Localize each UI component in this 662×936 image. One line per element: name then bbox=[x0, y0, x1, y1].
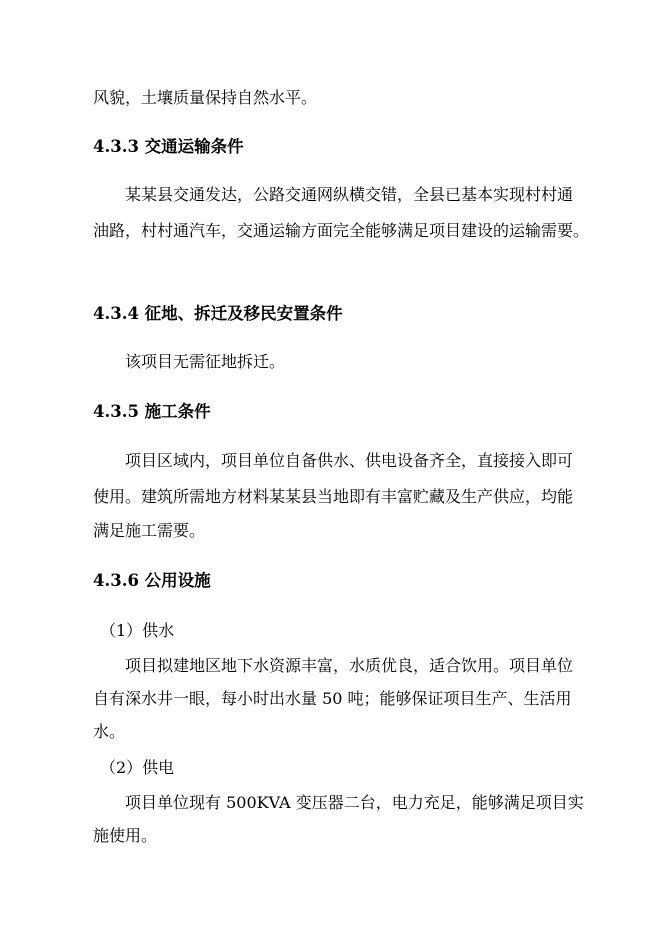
section-heading-4-3-3: 4.3.3 交通运输条件 bbox=[93, 137, 244, 156]
paragraph-line: 该项目无需征地拆迁。 bbox=[125, 352, 286, 371]
paragraph-line: 自有深水井一眼，每小时出水量 50 吨；能够保证项目生产、生活用 bbox=[93, 689, 572, 708]
intro-line: 风貌，土壤质量保持自然水平。 bbox=[93, 88, 318, 107]
paragraph-line: 水。 bbox=[93, 722, 126, 741]
paragraph-line: 油路，村村通汽车，交通运输方面完全能够满足项目建设的运输需要。 bbox=[93, 221, 590, 240]
section-heading-4-3-6: 4.3.6 公用设施 bbox=[93, 571, 211, 590]
paragraph-line: 施使用。 bbox=[93, 826, 158, 845]
subsection-label-power: （2）供电 bbox=[100, 758, 175, 777]
paragraph-line: 使用。建筑所需地方材料某某县当地即有丰富贮藏及生产供应，均能 bbox=[93, 487, 574, 506]
paragraph-line: 项目区域内，项目单位自备供水、供电设备齐全，直接接入即可 bbox=[125, 451, 574, 470]
paragraph-line: 满足施工需要。 bbox=[93, 521, 206, 540]
paragraph-line: 某某县交通发达，公路交通网纵横交错，全县已基本实现村村通 bbox=[125, 185, 574, 204]
subsection-label-water: （1）供水 bbox=[100, 621, 175, 640]
section-heading-4-3-5: 4.3.5 施工条件 bbox=[93, 402, 211, 421]
paragraph-line: 项目拟建地区地下水资源丰富，水质优良，适合饮用。项目单位 bbox=[125, 656, 574, 675]
paragraph-line: 项目单位现有 500KVA 变压器二台，电力充足，能够满足项目实 bbox=[125, 793, 584, 812]
section-heading-4-3-4: 4.3.4 征地、拆迁及移民安置条件 bbox=[93, 304, 343, 323]
